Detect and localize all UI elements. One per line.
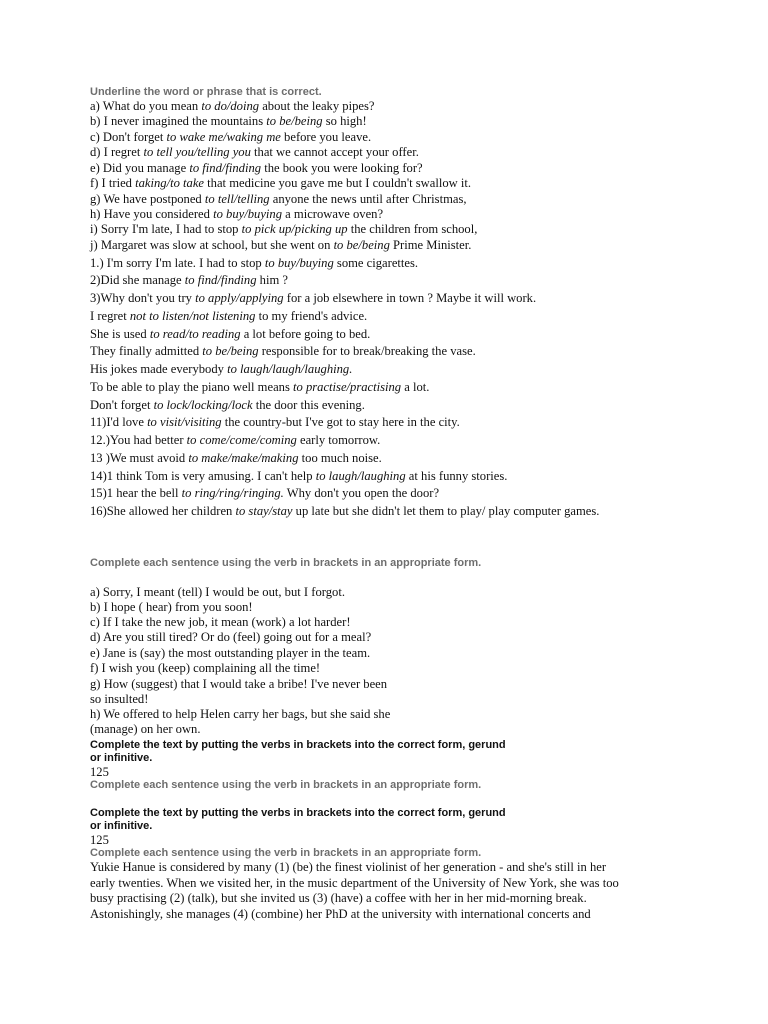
exercise-line: e) Jane is (say) the most outstanding player in the team. xyxy=(90,646,371,660)
exercise-line: h) Have you considered to buy/buying a microwave oven? xyxy=(90,207,384,221)
exercise-line: 2)Did she manage to find/finding him ? xyxy=(90,273,288,287)
exercise-line: To be able to play the piano well means to practise/practising a lot. xyxy=(90,380,430,394)
exercise-line: d) I regret to tell you/telling you that we cannot accept your offer. xyxy=(90,145,419,159)
exercise-line: g) How (suggest) that I would take a bribe! I've never been xyxy=(90,677,388,691)
instruction-heading: Complete the text by putting the verbs in brackets into the correct form, gerund xyxy=(90,807,506,819)
exercise-line: b) I hope ( hear) from you soon! xyxy=(90,600,253,614)
exercise-line: Don't forget to lock/locking/lock the door this evening. xyxy=(90,398,365,412)
exercise-line: g) We have postponed to tell/telling anyone the news until after Christmas, xyxy=(90,192,467,206)
section-heading-complete: Complete each sentence using the verb in brackets in an appropriate form. xyxy=(90,779,482,791)
instruction-heading: Complete the text by putting the verbs in brackets into the correct form, gerund xyxy=(90,739,506,751)
exercise-line: 1.) I'm sorry I'm late. I had to stop to buy/buying some cigarettes. xyxy=(90,256,419,270)
instruction-heading: or infinitive. xyxy=(90,752,153,764)
section-heading-complete: Complete each sentence using the verb in brackets in an appropriate form. xyxy=(90,847,482,859)
exercise-line: 3)Why don't you try to apply/applying for a job elsewhere in town ? Maybe it will work. xyxy=(90,291,537,305)
exercise-line: c) If I take the new job, it mean (work) a lot harder! xyxy=(90,615,351,629)
exercise-line: 16)She allowed her children to stay/stay up late but she didn't let them to play/ play computer games. xyxy=(90,504,600,518)
passage-line: busy practising (2) (talk), but she invited us (3) (have) a coffee with her in her mid-morning break. xyxy=(90,891,587,905)
exercise-line: j) Margaret was slow at school, but she went on to be/being Prime Minister. xyxy=(90,238,472,252)
exercise-line: 12.)You had better to come/come/coming early tomorrow. xyxy=(90,433,381,447)
exercise-line: a) Sorry, I meant (tell) I would be out, but I forgot. xyxy=(90,585,345,599)
instruction-heading: or infinitive. xyxy=(90,820,153,832)
exercise-line: e) Did you manage to find/finding the book you were looking for? xyxy=(90,161,423,175)
exercise-line: f) I wish you (keep) complaining all the time! xyxy=(90,661,321,675)
exercise-line: She is used to read/to reading a lot before going to bed. xyxy=(90,327,371,341)
exercise-line: f) I tried taking/to take that medicine you gave me but I couldn't swallow it. xyxy=(90,176,472,190)
exercise-line: 14)1 think Tom is very amusing. I can't help to laugh/laughing at his funny stories. xyxy=(90,469,508,483)
passage-line: Yukie Hanue is considered by many (1) (be) the finest violinist of her generation - and she's still in her xyxy=(90,860,607,874)
exercise-line: (manage) on her own. xyxy=(90,722,201,736)
exercise-line: a) What do you mean to do/doing about the leaky pipes? xyxy=(90,99,375,113)
exercise-line: 13 )We must avoid to make/make/making too much noise. xyxy=(90,451,382,465)
section-heading-complete: Complete each sentence using the verb in brackets in an appropriate form. xyxy=(90,557,482,569)
exercise-line: i) Sorry I'm late, I had to stop to pick up/picking up the children from school, xyxy=(90,222,478,236)
passage-line: Astonishingly, she manages (4) (combine) her PhD at the university with international concerts and xyxy=(90,907,591,921)
exercise-line: h) We offered to help Helen carry her bags, but she said she xyxy=(90,707,391,721)
exercise-line: His jokes made everybody to laugh/laugh/laughing. xyxy=(90,362,353,376)
exercise-line: b) I never imagined the mountains to be/being so high! xyxy=(90,114,367,128)
page-number: 125 xyxy=(90,833,109,847)
exercise-line: They finally admitted to be/being responsible for to break/breaking the vase. xyxy=(90,344,476,358)
exercise-line: c) Don't forget to wake me/waking me before you leave. xyxy=(90,130,372,144)
section-heading-underline: Underline the word or phrase that is correct. xyxy=(90,86,322,98)
page-number: 125 xyxy=(90,765,109,779)
passage-line: early twenties. When we visited her, in the music department of the University of New York, she was too xyxy=(90,876,619,890)
exercise-line: 11)I'd love to visit/visiting the country-but I've got to stay here in the city. xyxy=(90,415,460,429)
exercise-line: 15)1 hear the bell to ring/ring/ringing. Why don't you open the door? xyxy=(90,486,440,500)
exercise-line: I regret not to listen/not listening to my friend's advice. xyxy=(90,309,368,323)
exercise-line: d) Are you still tired? Or do (feel) going out for a meal? xyxy=(90,630,372,644)
exercise-line: so insulted! xyxy=(90,692,149,706)
